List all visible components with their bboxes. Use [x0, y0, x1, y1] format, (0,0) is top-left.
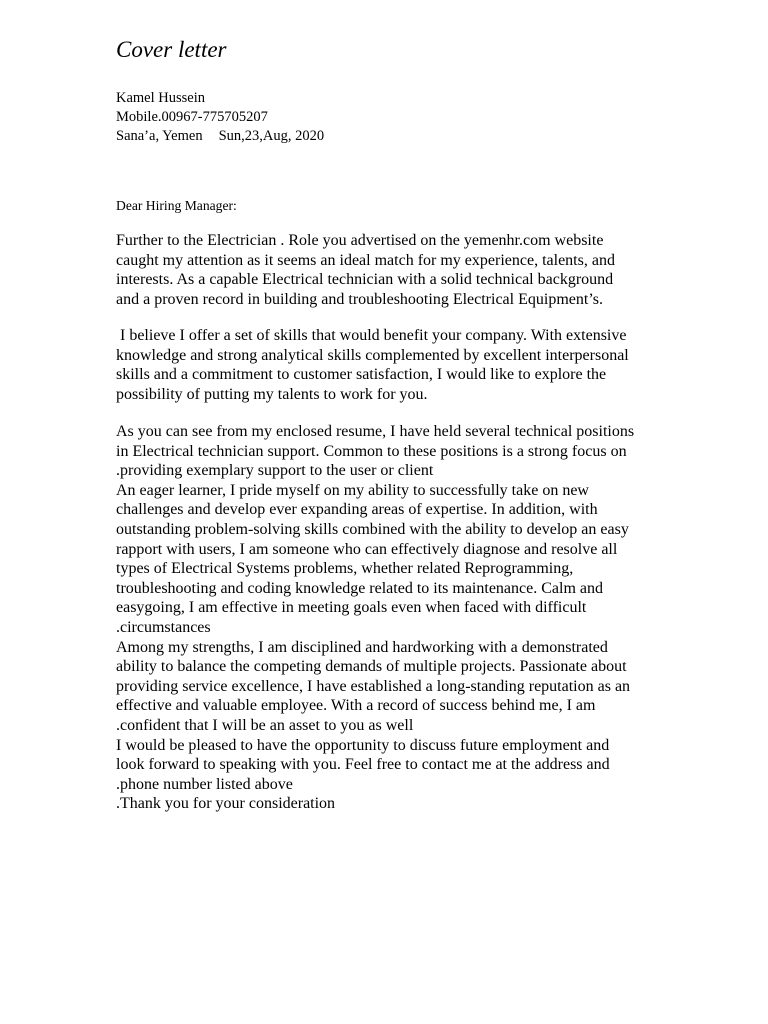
- paragraph-line: .providing exemplary support to the user or client: [116, 462, 434, 480]
- paragraph-line: .Thank you for your consideration: [116, 795, 336, 813]
- contact-location-date-line: [116, 127, 324, 146]
- paragraph-line: .circumstances: [116, 618, 211, 636]
- salutation: Dear Hiring Manager:: [116, 198, 237, 213]
- paragraph-line: challenges and develop ever expanding areas of expertise. In addition, with: [116, 501, 598, 519]
- paragraph-line: .confident that I will be an asset to you as well: [116, 716, 414, 734]
- contact-name: Kamel Hussein: [116, 90, 205, 106]
- paragraph-line: knowledge and strong analytical skills complemented by excellent interpersonal: [116, 346, 629, 364]
- document-title: Cover letter: [116, 37, 227, 62]
- paragraph-line: in Electrical technician support. Common to these positions is a strong focus on: [116, 442, 627, 460]
- paragraph-line: rapport with users, I am someone who can effectively diagnose and resolve all: [116, 540, 618, 558]
- paragraph-line: I believe I offer a set of skills that would benefit your company. With extensive: [116, 327, 627, 344]
- contact-location: Sana’a, Yemen: [116, 128, 203, 144]
- paragraph-line: ability to balance the competing demands of multiple projects. Passionate about: [116, 658, 627, 676]
- paragraph-experience: [116, 422, 716, 814]
- paragraph-line: I would be pleased to have the opportunity to discuss future employment and: [116, 736, 610, 754]
- paragraph-line: and a proven record in building and troubleshooting Electrical Equipment’s.: [116, 290, 603, 308]
- paragraph-line: Further to the Electrician . Role you advertised on the yemenhr.com website: [116, 232, 604, 249]
- paragraph-skills: [116, 326, 716, 404]
- paragraph-line: An eager learner, I pride myself on my ability to successfully take on new: [116, 481, 589, 499]
- paragraph-line: skills and a commitment to customer satisfaction, I would like to explore the: [116, 366, 607, 384]
- paragraph-line: providing service excellence, I have established a long-standing reputation as an: [116, 677, 631, 695]
- paragraph-line: possibility of putting my talents to work for you.: [116, 385, 428, 403]
- paragraph-line: interests. As a capable Electrical technician with a solid technical background: [116, 271, 614, 289]
- paragraph-line: .phone number listed above: [116, 775, 293, 793]
- paragraph-line: As you can see from my enclosed resume, I have held several technical positions: [116, 423, 635, 440]
- contact-block: [116, 89, 324, 146]
- paragraph-line: types of Electrical Systems problems, whether related Reprogramming,: [116, 560, 574, 578]
- paragraph-line: easygoing, I am effective in meeting goals even when faced with difficult: [116, 599, 587, 617]
- paragraph-line: look forward to speaking with you. Feel free to contact me at the address and: [116, 756, 610, 774]
- paragraph-line: Among my strengths, I am disciplined and hardworking with a demonstrated: [116, 638, 608, 656]
- paragraph-line: effective and valuable employee. With a record of success behind me, I am: [116, 697, 596, 715]
- paragraph-line: troubleshooting and coding knowledge related to its maintenance. Calm and: [116, 579, 603, 597]
- letter-date: Sun,23,Aug, 2020: [218, 128, 325, 144]
- paragraph-line: outstanding problem-solving skills combined with the ability to develop an easy: [116, 520, 629, 538]
- paragraph-intro: [116, 231, 716, 309]
- contact-mobile: Mobile.00967-775705207: [116, 109, 268, 125]
- paragraph-line: caught my attention as it seems an ideal match for my experience, talents, and: [116, 251, 615, 269]
